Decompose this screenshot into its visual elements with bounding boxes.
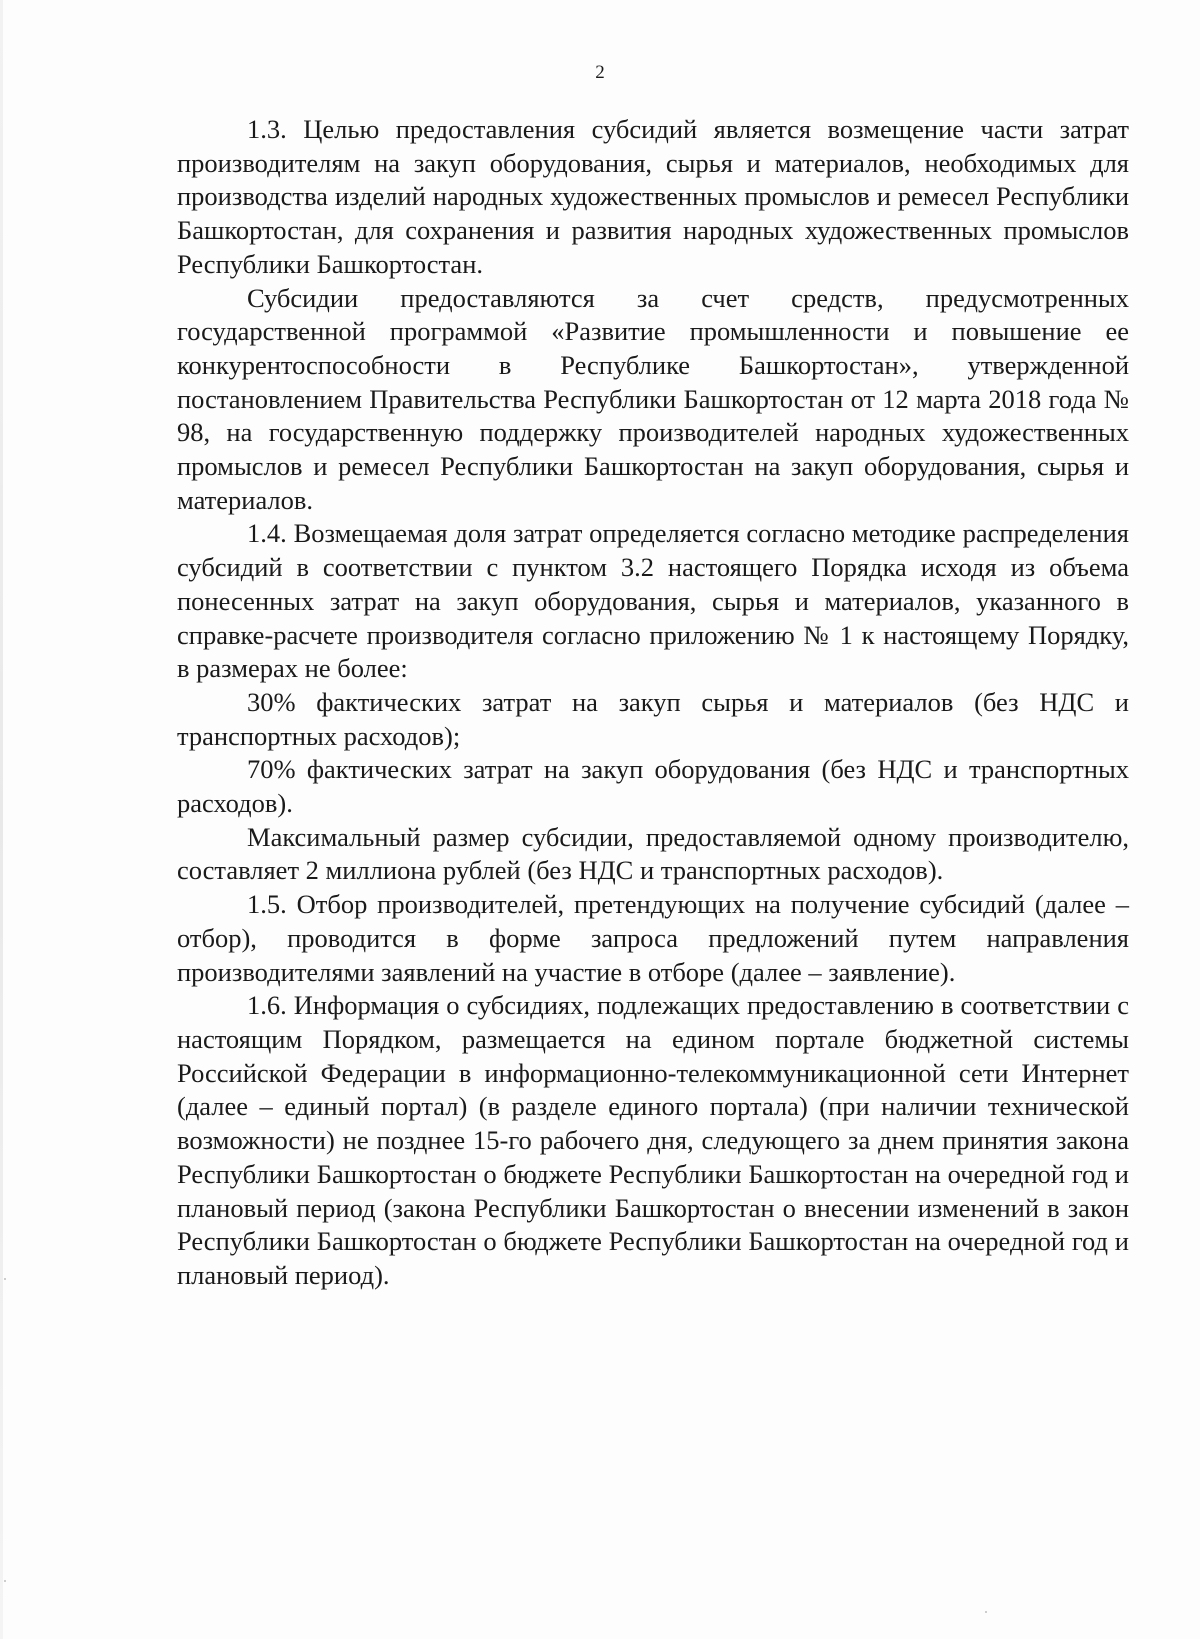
scan-speck [4, 1278, 6, 1280]
paragraph-30-percent: 30% фактических затрат на закуп сырья и материалов (без НДС и транспортных расходов); [177, 686, 1129, 751]
scan-edge [0, 0, 3, 1639]
paragraph-1-3: 1.3. Целью предоставления субсидий является возмещение части затрат производителям на закуп оборудования, сырья и материалов, необходимых для производства изделий народных художественных промыслов и ремесел Республики Башкортостан, для сохранения и развития народных художественных промыслов Республики Башкортостан. [177, 114, 1129, 279]
paragraph-subsidy-source: Субсидии предоставляются за счет средств, предусмотренных государственной программой «Развитие промышленности и повышение ее конкурентоспособности в Республике Башкортостан», утвержденной постановлением Правительства Республики Башкортостан от 12 марта 2018 года № 98, на государственную поддержку производителей народных художественных промыслов и ремесел Республики Башкортостан на закуп оборудования, сырья и материалов. [177, 282, 1129, 515]
paragraph-max-subsidy: Максимальный размер субсидии, предоставляемой одному производителю, составляет 2 миллиона рублей (без НДС и транспортных расходов). [177, 821, 1129, 886]
document-body [177, 113, 1129, 1293]
paragraph-1-6: 1.6. Информация о субсидиях, подлежащих предоставлению в соответствии с настоящим Порядком, размещается на едином портале бюджетной системы Российской Федерации в информационно-телекоммуникационной сети Интернет (далее – единый портал) (в разделе единого портала) (при наличии технической возможности) не позднее 15-го рабочего дня, следующего за днем принятия закона Республики Башкортостан о бюджете Республики Башкортостан на очередной год и плановый период (закона Республики Башкортостан о внесении изменений в закон Республики Башкортостан о бюджете Республики Башкортостан на очередной год и плановый период). [177, 990, 1129, 1290]
scan-speck [985, 1611, 987, 1613]
paragraph-1-4: 1.4. Возмещаемая доля затрат определяется согласно методике распределения субсидий в соответствии с пунктом 3.2 настоящего Порядка исходя из объема понесенных затрат на закуп оборудования, сырья и материалов, указанного в справке-расчете производителя согласно приложению № 1 к настоящему Порядку, в размерах не более: [177, 518, 1129, 684]
page-number: 2 [595, 62, 605, 83]
scan-speck [4, 1580, 6, 1582]
paragraph-1-5: 1.5. Отбор производителей, претендующих на получение субсидий (далее – отбор), проводится в форме запроса предложений путем направления производителями заявлений на участие в отборе (далее – заявление). [177, 889, 1129, 987]
paragraph-70-percent: 70% фактических затрат на закуп оборудования (без НДС и транспортных расходов). [177, 754, 1129, 819]
